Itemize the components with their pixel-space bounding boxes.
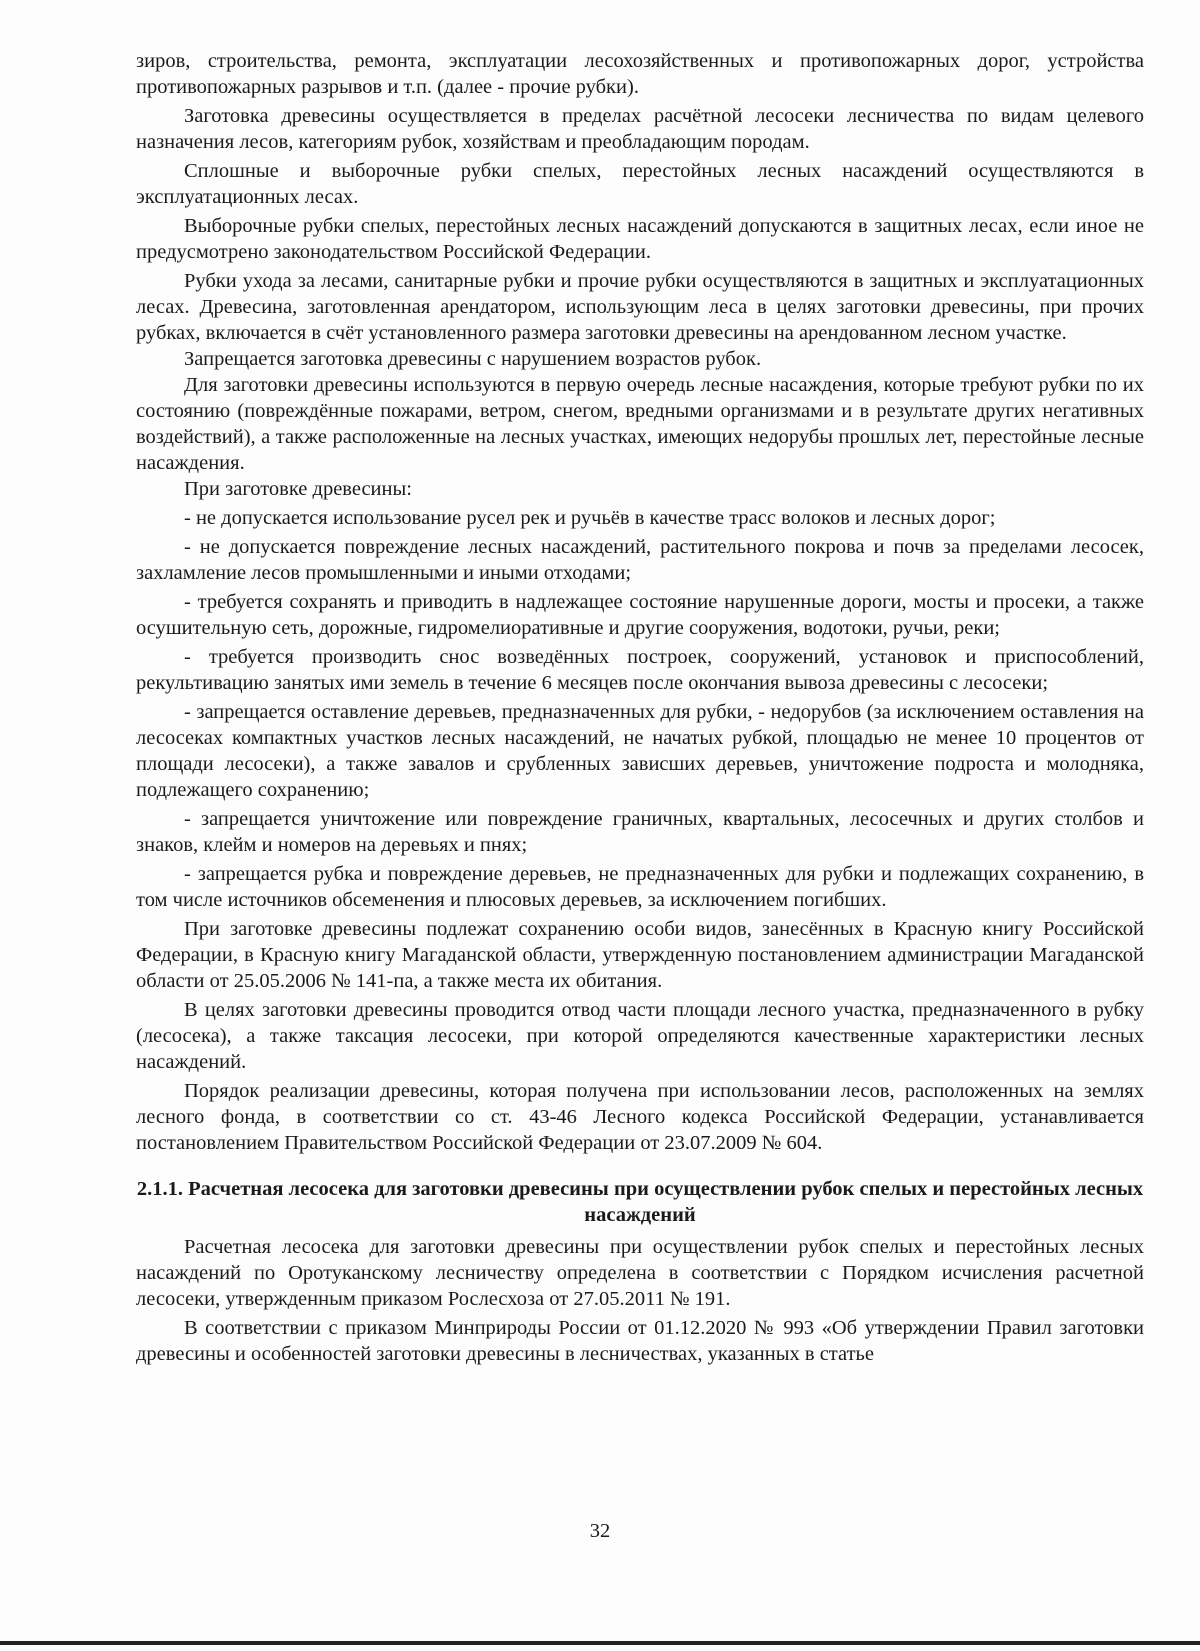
list-item: - запрещается оставление деревьев, предназначенных для рубки, - недорубов (за исключением оставления на лесосеках компактных участков лесных насаждений, не начатых рубкой, площадью не менее 10 процентов от площади лесосеки), а также завалов и срубленных зависших деревьев, уничтожение подроста и молодняка, подлежащего сохранению; [136,701,1144,801]
body-text-bottom [136,1234,1144,1367]
section-heading: 2.1.1. Расчетная лесосека для заготовки древесины при осуществлении рубок спелых и перестойных лесных насаждений [136,1178,1144,1226]
paragraph: Запрещается заготовка древесины с нарушением возрастов рубок. [184,348,762,370]
bottom-rule [0,1641,1200,1645]
paragraph: При заготовке древесины: [184,478,412,500]
paragraph: Выборочные рубки спелых, перестойных лесных насаждений допускаются в защитных лесах, если иное не предусмотрено законодательством Российской Федерации. [136,215,1144,263]
list-item: - не допускается повреждение лесных насаждений, растительного покрова и почв за пределами лесосек, захламление лесов промышленными и иными отходами; [136,536,1144,584]
list-item: - требуется производить снос возведённых построек, сооружений, установок и приспособлений, рекультивацию занятых ими земель в течение 6 месяцев после окончания вывоза древесины с лесосеки; [136,646,1144,694]
list-item: - не допускается использование русел рек и ручьёв в качестве трасс волоков и лесных дорог; [184,507,996,529]
list-item: - запрещается уничтожение или повреждение граничных, квартальных, лесосечных и других столбов и знаков, клейм и номеров на деревьях и пнях; [136,808,1144,856]
body-text-top [136,48,1144,1156]
page-number: 32 [589,1520,611,1542]
list-item: - запрещается рубка и повреждение деревьев, не предназначенных для рубки и подлежащих сохранению, в том числе источников обсеменения и плюсовых деревьев, за исключением погибших. [136,863,1144,911]
paragraph: Рубки ухода за лесами, санитарные рубки и прочие рубки осуществляются в защитных и эксплуатационных лесах. Древесина, заготовленная арендатором, использующим леса в целях заготовки древесины, при прочих рубках, включается в счёт установленного размера заготовки древесины на арендованном лесном участке. [136,270,1144,344]
paragraph: Сплошные и выборочные рубки спелых, перестойных лесных насаждений осуществляются в эксплуатационных лесах. [136,160,1144,208]
paragraph: Заготовка древесины осуществляется в пределах расчётной лесосеки лесничества по видам целевого назначения лесов, категориям рубок, хозяйствам и преобладающим породам. [136,105,1144,153]
list-item: - требуется сохранять и приводить в надлежащее состояние нарушенные дороги, мосты и просеки, а также осушительную сеть, дорожные, гидромелиоративные и другие сооружения, водотоки, ручьи, реки; [136,591,1144,639]
paragraph: При заготовке древесины подлежат сохранению особи видов, занесённых в Красную книгу Российской Федерации, в Красную книгу Магаданской области, утвержденную постановлением администрации Магаданской области от 25.05.2006 № 141-па, а также места их обитания. [136,918,1144,992]
paragraph: Для заготовки древесины используются в первую очередь лесные насаждения, которые требуют рубки по их состоянию (повреждённые пожарами, ветром, снегом, вредными организмами и в результате других негативных воздействий), а также расположенные на лесных участках, имеющих недорубы прошлых лет, перестойные лесные насаждения. [136,374,1144,474]
paragraph: Расчетная лесосека для заготовки древесины при осуществлении рубок спелых и перестойных лесных насаждений по Оротуканскому лесничеству определена в соответствии с Порядком исчисления расчетной лесосеки, утвержденным приказом Рослесхоза от 27.05.2011 № 191. [136,1236,1144,1310]
paragraph: зиров, строительства, ремонта, эксплуатации лесохозяйственных и противопожарных дорог, устройства противопожарных разрывов и т.п. (далее - прочие рубки). [136,50,1144,98]
paragraph: В целях заготовки древесины проводится отвод части площади лесного участка, предназначенного в рубку (лесосека), а также таксация лесосеки, при которой определяются качественные характеристики лесных насаждений. [136,999,1144,1073]
paragraph: Порядок реализации древесины, которая получена при использовании лесов, расположенных на землях лесного фонда, в соответствии со ст. 43-46 Лесного кодекса Российской Федерации, устанавливается постановлением Правительством Российской Федерации от 23.07.2009 № 604. [136,1080,1144,1154]
paragraph: В соответствии с приказом Минприроды России от 01.12.2020 № 993 «Об утверждении Правил заготовки древесины и особенностей заготовки древесины в лесничествах, указанных в статье [136,1317,1144,1365]
